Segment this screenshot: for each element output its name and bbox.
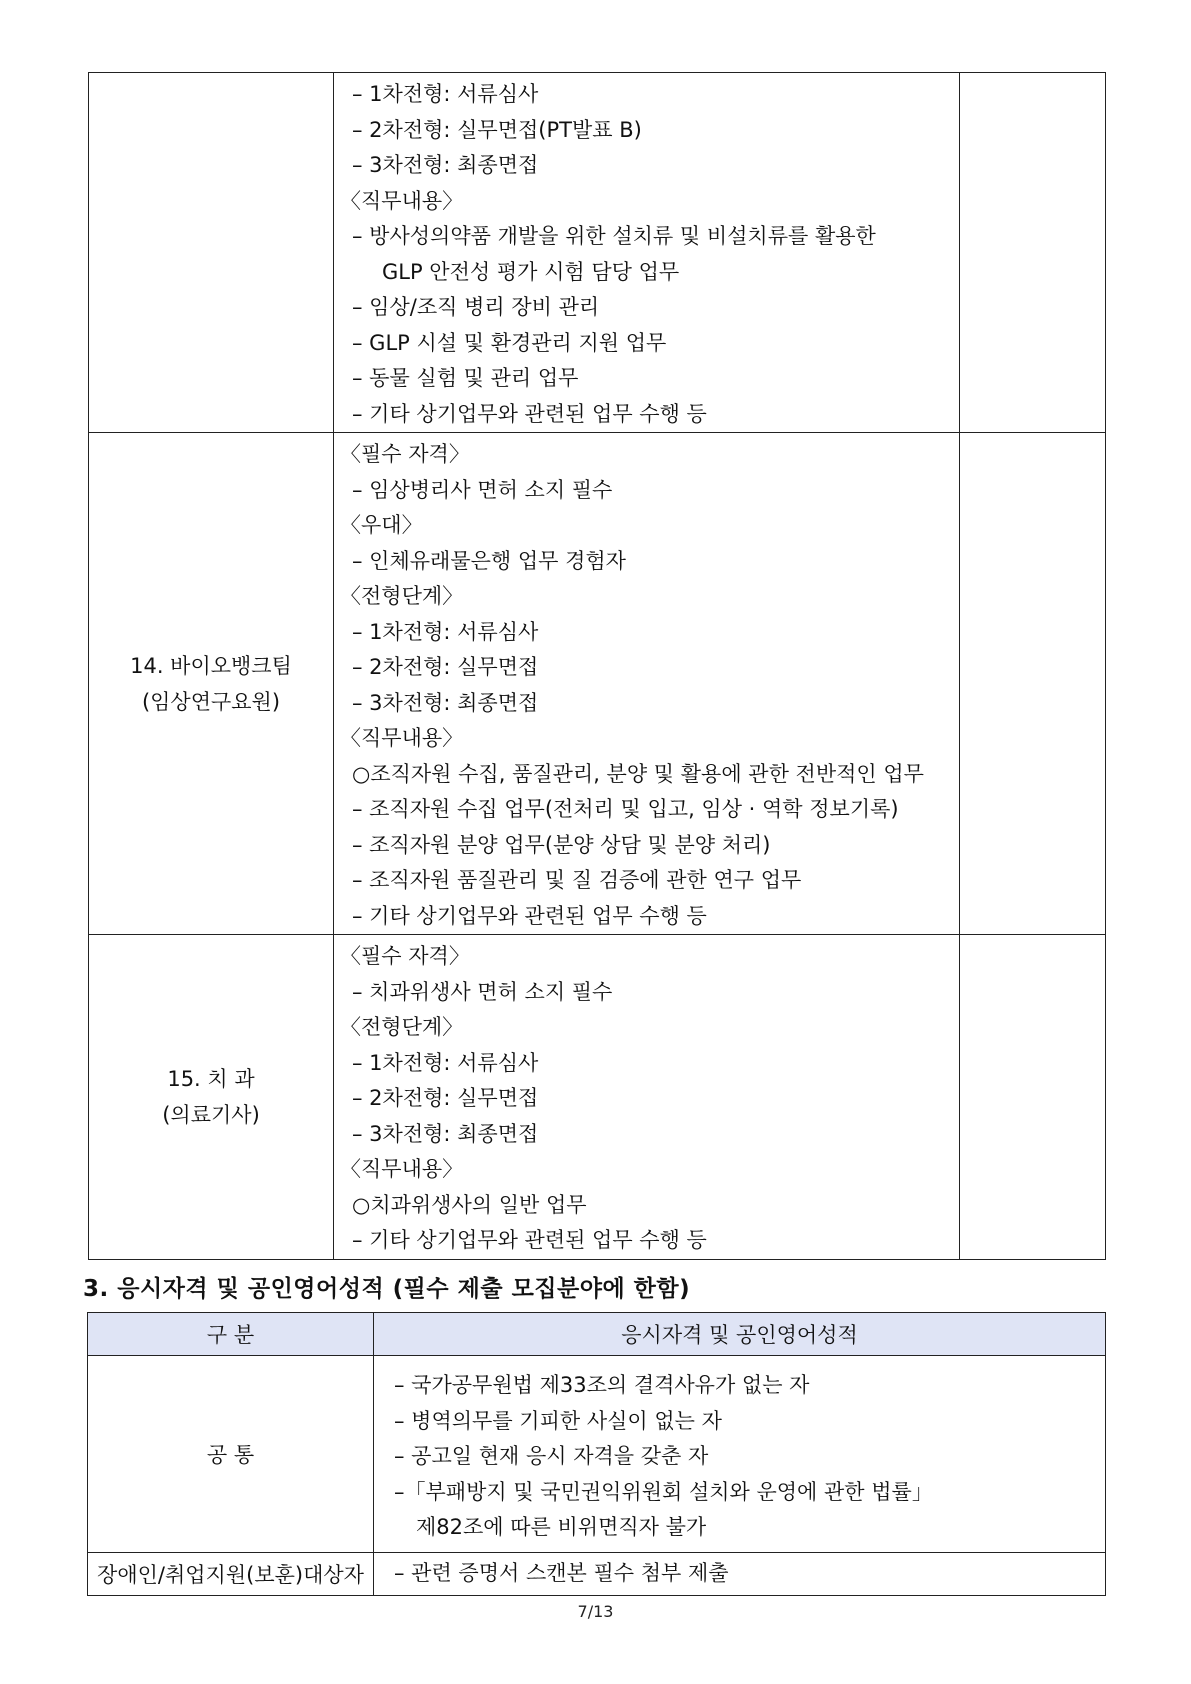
- detail-line: – 1차전형: 서류심사: [352, 82, 539, 106]
- qualification-line: – 국가공무원법 제33조의 결격사유가 없는 자: [394, 1373, 810, 1397]
- qual-lines: [374, 1356, 1105, 1552]
- detail-line: GLP 안전성 평가 시험 담당 업무: [382, 259, 680, 284]
- category-cell: 공 통: [88, 1356, 374, 1553]
- detail-line: 〈직무내용〉: [340, 188, 464, 213]
- details-cell: [334, 433, 960, 935]
- detail-line: – 임상/조직 병리 장비 관리: [352, 295, 600, 319]
- detail-line: – 조직자원 품질관리 및 질 검증에 관한 연구 업무: [352, 868, 802, 892]
- remarks-cell: [960, 73, 1106, 433]
- details-cell: [334, 935, 960, 1260]
- detail-line: – 조직자원 수집 업무(전처리 및 입고, 임상 · 역학 정보기록): [352, 797, 899, 821]
- qualification-table: [87, 1312, 1106, 1596]
- category-cell: [89, 73, 334, 433]
- header-category: 구 분: [88, 1313, 374, 1356]
- detail-line: – 2차전형: 실무면접: [352, 655, 539, 679]
- recruitment-table: [88, 72, 1106, 1260]
- detail-line: 〈직무내용〉: [340, 1157, 464, 1181]
- detail-line: – 3차전형: 최종면접: [352, 1121, 539, 1146]
- qual-lines: [374, 1553, 1105, 1594]
- category-role: (의료기사): [162, 1102, 260, 1127]
- detail-line: – GLP 시설 및 환경관리 지원 업무: [352, 330, 667, 355]
- qualification-line: – 공고일 현재 응시 자격을 갖춘 자: [394, 1444, 709, 1468]
- details-lines: [334, 433, 959, 934]
- remarks-cell: [960, 935, 1106, 1260]
- detail-line: – 방사성의약품 개발을 위한 설치류 및 비설치류를 활용한: [352, 224, 876, 248]
- table-header-row: [88, 1313, 1106, 1356]
- category-name: 14. 바이오뱅크팀: [130, 653, 292, 678]
- detail-line: 〈전형단계〉: [340, 584, 464, 608]
- details-lines: [334, 73, 959, 432]
- detail-line: – 임상병리사 면허 소지 필수: [352, 477, 613, 502]
- category-cell: [89, 935, 334, 1260]
- header-qualification: 응시자격 및 공인영어성적: [374, 1313, 1106, 1356]
- details-cell: [374, 1552, 1106, 1595]
- details-cell: [374, 1356, 1106, 1553]
- table-row-common: [88, 1356, 1106, 1553]
- detail-line: 〈직무내용〉: [340, 726, 464, 750]
- detail-line: – 2차전형: 실무면접(PT발표 B): [352, 117, 642, 142]
- detail-line: – 1차전형: 서류심사: [352, 1050, 539, 1075]
- category-name: 15. 치 과: [167, 1066, 255, 1091]
- detail-line: 〈전형단계〉: [340, 1015, 464, 1039]
- table-row-continued: [89, 73, 1106, 433]
- detail-line: – 치과위생사 면허 소지 필수: [352, 979, 613, 1004]
- details-cell: [334, 73, 960, 433]
- qualification-line: – 병역의무를 기피한 사실이 없는 자: [394, 1408, 722, 1433]
- category-cell: [89, 433, 334, 935]
- qualification-line: 제82조에 따른 비위면직자 불가: [416, 1515, 707, 1539]
- detail-line: – 기타 상기업무와 관련된 업무 수행 등: [352, 1228, 707, 1252]
- category-cell: 장애인/취업지원(보훈)대상자: [88, 1552, 374, 1595]
- qualification-line: –「부패방지 및 국민권익위원회 설치와 운영에 관한 법률」: [394, 1479, 933, 1504]
- detail-line: – 기타 상기업무와 관련된 업무 수행 등: [352, 401, 707, 426]
- detail-line: – 3차전형: 최종면접: [352, 690, 539, 715]
- detail-line: – 2차전형: 실무면접: [352, 1086, 539, 1110]
- section-title: 3. 응시자격 및 공인영어성적 (필수 제출 모집분야에 한함): [83, 1276, 691, 1302]
- details-lines: [334, 935, 959, 1259]
- detail-line: ○조직자원 수집, 품질관리, 분양 및 활용에 관한 전반적인 업무: [352, 761, 924, 786]
- detail-line: 〈우대〉: [340, 513, 423, 537]
- detail-line: – 1차전형: 서류심사: [352, 619, 539, 644]
- detail-line: – 인체유래물은행 업무 경험자: [352, 548, 626, 573]
- category-role: (임상연구요원): [141, 689, 281, 714]
- detail-line: – 3차전형: 최종면접: [352, 153, 539, 177]
- detail-line: – 조직자원 분양 업무(분양 상담 및 분양 처리): [352, 832, 771, 857]
- detail-line: 〈필수 자격〉: [340, 442, 470, 466]
- qualification-line: – 관련 증명서 스캔본 필수 첨부 제출: [394, 1561, 729, 1586]
- page-number: 7/13: [577, 1602, 614, 1621]
- detail-line: 〈필수 자격〉: [340, 944, 470, 968]
- detail-line: ○치과위생사의 일반 업무: [352, 1192, 587, 1217]
- detail-line: – 기타 상기업무와 관련된 업무 수행 등: [352, 903, 707, 928]
- table-row-biobank: [89, 433, 1106, 935]
- detail-line: – 동물 실험 및 관리 업무: [352, 366, 579, 390]
- table-row-dental: [89, 935, 1106, 1260]
- remarks-cell: [960, 433, 1106, 935]
- table-row-disabled: [88, 1552, 1106, 1595]
